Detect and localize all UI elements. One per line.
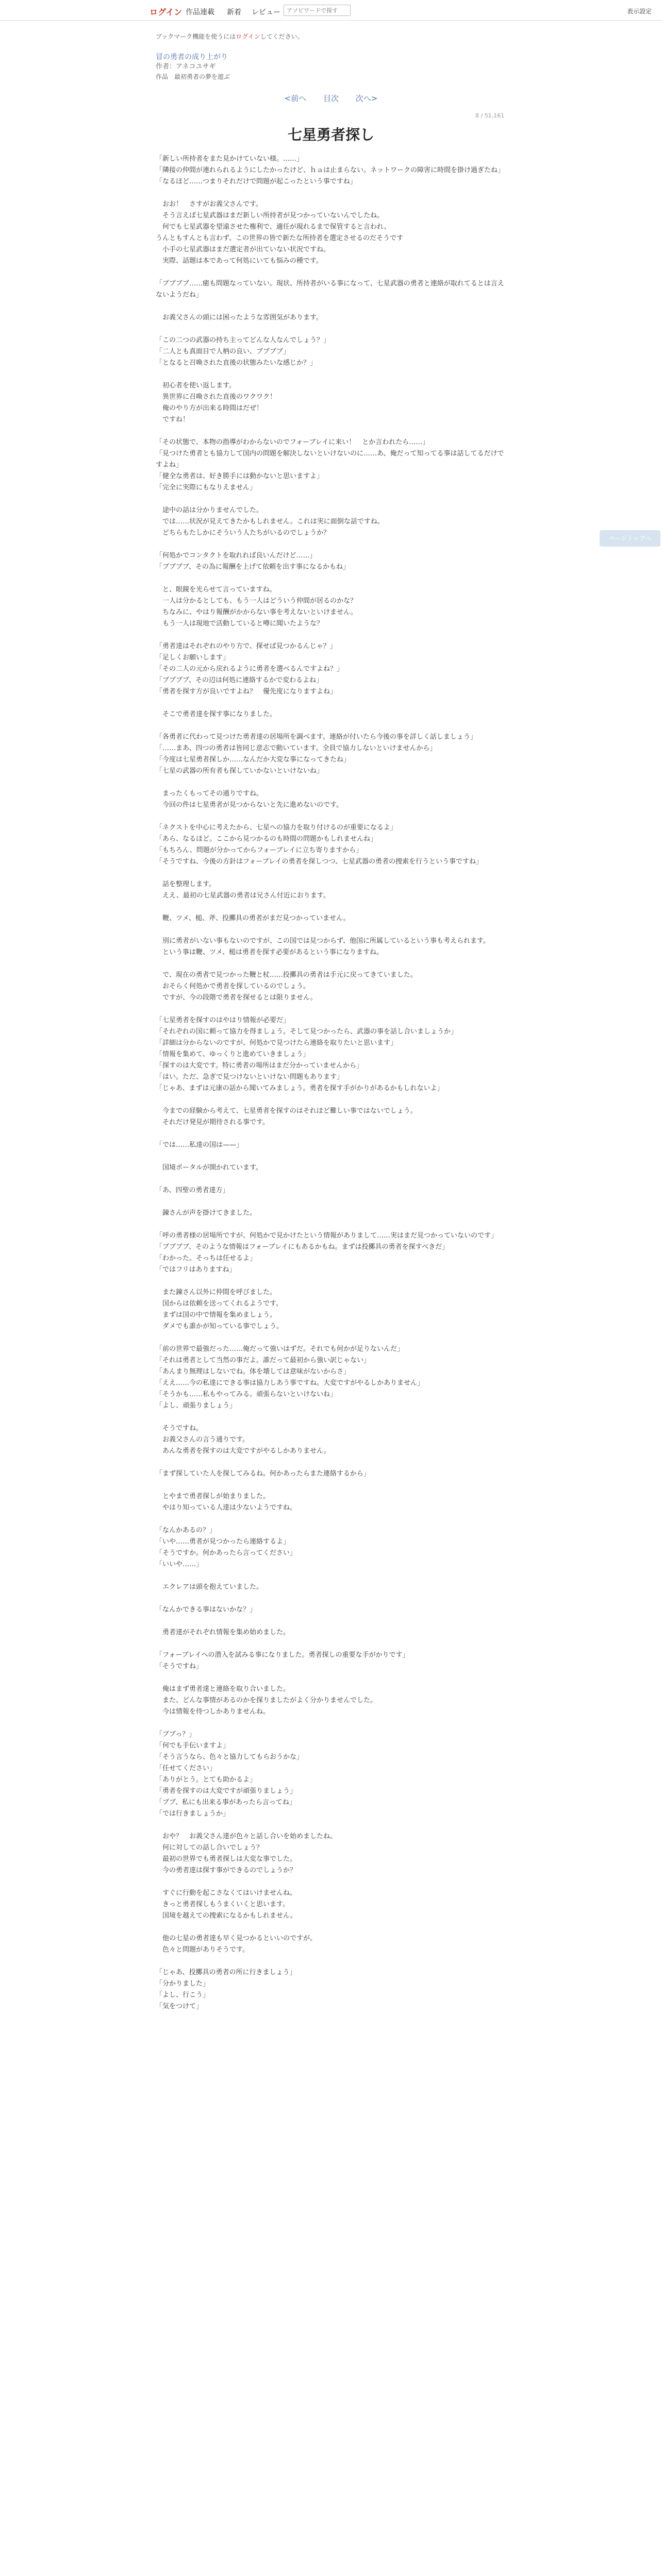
story-paragraph: 「ブブブブ、その為に報酬を上げて依頼を出す事になるかもね」: [156, 563, 350, 571]
paragraph-gap: [156, 1128, 506, 1140]
story-paragraph: 「となると召喚された直後の状態みたいな感じか？」: [156, 359, 317, 367]
story-paragraph: 「ネクストを中心に考えたから、七星への協力を取り付けるのが重要になるよ」: [156, 824, 397, 832]
paragraph-gap: [156, 1593, 506, 1604]
story-paragraph: 国境ポータルが開かれています。: [156, 1164, 262, 1172]
chapter-title: 七星勇者探し: [287, 126, 374, 143]
paragraph-gap: [156, 1457, 506, 1468]
story-paragraph: エクレアは頭を抱えていました。: [156, 1583, 263, 1591]
story-paragraph: きっと勇者探しもうまくいくと思います。: [156, 1901, 289, 1908]
paragraph-gap: [156, 1718, 506, 1729]
paragraph-gap: [156, 1570, 506, 1582]
story-paragraph: 「各勇者に代わって見つけた勇者達の居場所を調べます。連絡が付いたら今後の事を詳しく話しましょう」: [156, 733, 477, 741]
story-paragraph: 国境を越えての捜索になるかもしれません。: [156, 1912, 297, 1920]
series-title-link[interactable]: 冒の勇者の成り上がり: [156, 53, 228, 61]
story-paragraph: まずは国の中で情報を集めましょう。: [156, 1311, 277, 1319]
story-paragraph: と、眼鏡を光らせて言っていますね。: [156, 586, 276, 594]
paragraph-gap: [156, 1922, 506, 1933]
paragraph-gap: [156, 573, 506, 584]
story-paragraph: 「ブブっ？」: [156, 1731, 196, 1738]
story-paragraph: 「完全に実際にもなりえません」: [156, 484, 257, 492]
story-paragraph: すぐに行動を起こさなくてはいけませんね。: [156, 1889, 297, 1897]
story-paragraph: やはり知っている人達は少ないようですね。: [156, 1504, 297, 1512]
story-paragraph: 「そうかも……私もやってみる。頑張らないといけないね」: [156, 1391, 337, 1398]
paragraph-gap: [156, 958, 506, 970]
paragraph-gap: [156, 301, 506, 312]
story-paragraph: 勇者達がそれぞれ情報を集め始めました。: [156, 1629, 290, 1636]
story-paragraph: 「もちろん、問題が分かってからフォーブレイに立ち寄りますから」: [156, 846, 363, 854]
notice-login-link[interactable]: ログイン: [236, 33, 260, 40]
story-paragraph: 「詳細は分からないのですが、何処かで見つけたら連絡を取りたいと思います」: [156, 1039, 398, 1047]
story-paragraph: 「……まあ、四つの勇者は皆同じ意志で動いています。全員で協力しないといけませんから」: [156, 744, 437, 752]
story-paragraph: 「何処かでコンタクトを取れれば良いんだけど……」: [156, 552, 317, 560]
paragraph-gap: [156, 777, 506, 788]
story-paragraph: 「健全な勇者は、好き勝手には動かないと思いますよ」: [156, 472, 324, 480]
paragraph-gap: [156, 1004, 506, 1015]
story-paragraph: ですが、今の段階で勇者を探せるとは限りません。: [156, 994, 317, 1002]
story-paragraph: 「その状態で、本物の指導がわからないのでフォーブレイに来い！ とか言われたら……」: [156, 438, 429, 446]
paragraph-gap: [156, 1196, 506, 1208]
login-link[interactable]: ログイン: [150, 7, 183, 17]
next-chapter-link[interactable]: 次へ>: [355, 94, 378, 103]
paragraph-gap: [156, 868, 506, 879]
story-paragraph: ダメでも誰かが知っている事でしょう。: [156, 1323, 284, 1330]
story-paragraph: という事は鞭、ツメ、槌は勇者を探す必要があるという事になりますね。: [156, 948, 383, 956]
story-paragraph: おそらく何処かで勇者を探しているのでしょう。: [156, 982, 310, 990]
story-paragraph: 「新しい所持者をまた見かけていない様。……」: [156, 155, 304, 163]
bookmark-notice: [156, 32, 304, 41]
story-paragraph: また、どんな事情があるのかを探りましたがよく分かりませんでした。: [156, 1697, 377, 1704]
paragraph-gap: [156, 1412, 506, 1423]
story-paragraph: 「見つけた勇者とも協力して国内の問題を解決しないといけないのに……あ、俺だって知ってる事は話してるだけですよね」: [156, 450, 504, 469]
story-paragraph: 「分かりました」: [156, 1980, 210, 1988]
story-paragraph: 「足しくお願いします」: [156, 654, 230, 662]
paragraph-gap: [156, 1332, 506, 1344]
toc-link[interactable]: 目次: [323, 94, 339, 103]
story-paragraph: 「いや……勇者が見つかったら連絡するよ」: [156, 1538, 290, 1546]
paragraph-gap: [156, 267, 506, 278]
paragraph-gap: [156, 902, 506, 913]
paragraph-gap: [156, 1219, 506, 1230]
story-paragraph: 「では行きましょうか」: [156, 1810, 230, 1818]
story-paragraph: 「ええ……今の私達にできる事は協力しあう事ですね。大変ですがやるしかありません」: [156, 1379, 424, 1387]
story-paragraph: ですね！: [156, 416, 190, 423]
story-paragraph: あんな勇者を探すのは大変ですがやるしかありません。: [156, 1447, 330, 1455]
story-paragraph: 小手の七星武器はまだ選定者が出ていない状況ですね。: [156, 246, 330, 253]
author-label: 作者：アネコユサギ: [156, 63, 216, 71]
story-paragraph: では……状況が見えてきたかもしれません。これは実に面倒な話ですね。: [156, 518, 384, 526]
paragraph-gap: [156, 924, 506, 936]
story-paragraph: どちらもたしかにそういう人たちがいるのでしょうか？: [156, 529, 330, 537]
story-paragraph: 色々と問題がありそうです。: [156, 1946, 249, 1954]
paragraph-gap: [156, 188, 506, 199]
story-paragraph: 「なるほど……つまりそれだけで問題が起こったという事ですね」: [156, 178, 357, 185]
story-paragraph: 「勇者達はそれぞれのやり方で、探せば見つかるんじゃ？」: [156, 642, 337, 650]
paragraph-gap: [156, 1094, 506, 1106]
paragraph-gap: [156, 1672, 506, 1684]
story-paragraph: おや？ お義父さん達が色々と話し合いを始めましたね。: [156, 1833, 337, 1840]
paragraph-gap: [156, 1276, 506, 1287]
story-paragraph: 「はい。ただ、急ぎで見つけないといけない問題もあります」: [156, 1073, 344, 1081]
story-paragraph: 途中の話は分かりませんでした。: [156, 506, 263, 514]
story-paragraph: 「ブブブブ……癒も問題なっていない。現状、所持者がいる事になって、七星武器の勇者と連絡が取れてるとは言えないようだね」: [156, 280, 504, 299]
story-paragraph: 「任せてください」: [156, 1765, 217, 1772]
chapter-breadcrumb: 作品 最初勇者の夢を遊ぶ: [156, 73, 230, 80]
story-paragraph: 「呼の勇者様の居場所ですが、何処かで見かけたという情報がありまして……実はまだ見つかっていないのです」: [156, 1232, 498, 1240]
search-input[interactable]: [284, 5, 351, 16]
story-paragraph: 最初の世界でも勇者探しは大変な事でした。: [156, 1855, 297, 1863]
paragraph-gap: [156, 324, 506, 335]
story-paragraph: 「情報を集めて、ゆっくりと進めていきましょう」: [156, 1050, 310, 1058]
story-paragraph: 「それは勇者として当然の事だよ。誰だって最初から強い訳じゃない」: [156, 1357, 371, 1364]
paragraph-gap: [156, 1876, 506, 1888]
story-paragraph: 今は情報を待つしかありませんね。: [156, 1708, 270, 1716]
story-paragraph: で、現在の勇者で見つかった鞭と杖……投擲具の勇者は手元に戻ってきていました。: [156, 971, 417, 979]
scroll-button[interactable]: ページトップへ: [600, 530, 660, 547]
story-paragraph: 一人は分かるとしても、もう一人はどういう仲間が居るのかな？: [156, 597, 357, 605]
story-paragraph: とやまで勇者探しが始まりました。: [156, 1493, 270, 1500]
story-paragraph: 「勇者を探す方が良いですよね？ 優先度になりますよね」: [156, 688, 337, 696]
story-paragraph: ええ、最初の七星武器の勇者は兄さん付近におります。: [156, 892, 330, 900]
story-paragraph: お義父さんの頭には困ったような雰囲気があります。: [156, 314, 323, 321]
nav-link-works[interactable]: 作品連載: [186, 8, 214, 16]
story-paragraph: 鞭、ツメ、槌、斧、投擲具の勇者がまだ見つかっていません。: [156, 914, 350, 922]
story-paragraph: 「七星の武器の所有者も探していかないといけないね」: [156, 767, 324, 775]
paragraph-gap: [156, 1956, 506, 1967]
story-paragraph: 「あんまり無理はしないでね。体を壊しては意味がないからさ」: [156, 1368, 351, 1376]
story-paragraph: 「ブブ、私にも出来る事があったら言ってね」: [156, 1799, 296, 1806]
paragraph-gap: [156, 426, 506, 437]
paragraph-gap: [156, 720, 506, 732]
paragraph-gap: [156, 1514, 506, 1525]
story-paragraph: そこで勇者達を探す事になりました。: [156, 710, 277, 718]
story-paragraph: 他の七星の勇者達も早く見つかるといいのですが。: [156, 1935, 317, 1942]
story-paragraph: 「七星勇者を探すのはやはり情報が必要だ」: [156, 1016, 290, 1024]
story-paragraph: 「前の世界で最強だった……俺だって強いはずだ。それでも何かが足りないんだ」: [156, 1345, 404, 1353]
story-paragraph: 「探すのは大変です。特に勇者の場所はまだ分かっていませんから」: [156, 1062, 363, 1070]
story-paragraph: 「よし、行こう」: [156, 1991, 210, 1999]
nav-link-new[interactable]: 新着: [227, 8, 241, 16]
story-paragraph: 異世界に召喚された直後のワクワク！: [156, 393, 277, 401]
story-paragraph: 錬さんが声を掛けてきました。: [156, 1209, 257, 1217]
story-paragraph: 何に対しての話し合いでしょう？: [156, 1844, 263, 1852]
paragraph-gap: [156, 811, 506, 822]
story-paragraph: 「その二人の元から戻れるように勇者を選べるんですよね？」: [156, 665, 344, 673]
story-paragraph: 「あ、四聖の勇者達方」: [156, 1187, 229, 1194]
story-paragraph: 「気をつけて」: [156, 2003, 203, 2010]
story-paragraph: 「なんかあるの？」: [156, 1527, 217, 1534]
story-paragraph: 何でも七星武器を望遠させた権利で、適任が現れるまで保管すると言われ、: [156, 223, 391, 231]
story-paragraph: 「そうですね」: [156, 1663, 203, 1670]
story-paragraph: おお！ さすがお義父さんです。: [156, 200, 262, 208]
paragraph-gap: [156, 630, 506, 641]
story-paragraph: 「隣接の仲間が連れられるようにしたかったけど、ｈａは止まらない。ネットワークの障害に時間を掛け過ぎたね」: [156, 166, 505, 174]
story-paragraph: そうですね。: [156, 1425, 203, 1432]
story-paragraph: 「じゃあ、投擲具の勇者の所に行きましょう」: [156, 1969, 296, 1976]
top-bar: [0, 0, 662, 21]
story-paragraph: もう一人は現地で活動していると噂に聞いたような？: [156, 620, 324, 628]
story-paragraph: 「いいや……」: [156, 1561, 203, 1568]
story-paragraph: 「何でも手伝いますよ」: [156, 1742, 230, 1750]
story-paragraph: 「よし、頑張りましょう」: [156, 1402, 237, 1410]
story-paragraph: 「ブブブブ、そのような情報はフォーブレイにもあるかもね。まずは投擲具の勇者を探すべきだ」: [156, 1243, 449, 1251]
story-paragraph: 「ありがとう。とても助かるよ」: [156, 1776, 257, 1784]
story-paragraph: 「フォーブレイへの潜入を試みる事になりました。勇者探しの重要な手がかりです」: [156, 1651, 409, 1659]
story-paragraph: 「それぞれの国に頼って協力を得ましょう。そして見つかったら、武器の事を話し合いましょうか」: [156, 1028, 458, 1036]
chapter-pager: [156, 93, 506, 104]
story-paragraph: 「ではフリはありますね」: [156, 1266, 236, 1274]
story-paragraph: そう言えば七星武器はまだ新しい所持者が見つかっていないんでしたね。: [156, 212, 384, 219]
paragraph-gap: [156, 1638, 506, 1650]
nav-link-review[interactable]: レビュー: [252, 8, 280, 16]
story-paragraph: ちなみに、やはり報酬がかからない事を考えないといけません。: [156, 608, 357, 616]
paragraph-gap: [156, 1151, 506, 1162]
story-paragraph: 別に勇者がいない事もないのですが、この国では見つからず、他国に所属しているという事も考えられます。: [156, 937, 490, 945]
story-paragraph: 「二人とも真面目で人柄の良い、ブブブブ」: [156, 348, 290, 355]
story-paragraph: 実際、話題は本であって何処にいても悩みの種です。: [156, 257, 323, 265]
paragraph-gap: [156, 539, 506, 550]
story-paragraph: 俺のやり方が出来る時間はだぜ！: [156, 404, 263, 412]
paragraph-gap: [156, 369, 506, 380]
story-paragraph: まったくもってその通りですね。: [156, 790, 263, 798]
story-paragraph: 今までの経験から考えて、七星勇者を探すのはそれほど難しい事ではないでしょう。: [156, 1107, 417, 1115]
paragraph-gap: [156, 1616, 506, 1627]
story-paragraph: 今回の件は七星勇者が見つからないと先に進めないのです。: [156, 801, 343, 809]
story-paragraph: 「勇者を探すのは大変ですが頑張りましょう」: [156, 1787, 297, 1795]
story-paragraph: 「今度は七星勇者探しか……なんだか大変な事になってきたね」: [156, 756, 351, 764]
paragraph-gap: [156, 698, 506, 709]
paragraph-gap: [156, 1480, 506, 1491]
story-paragraph: 俺はまず勇者達と連絡を取り合いました。: [156, 1685, 290, 1693]
story-paragraph: うんともすんとも言わず、この世界の皆で新たな所持者を選定させるのだそうです: [156, 234, 403, 242]
story-paragraph: お義父さんの言う通りです。: [156, 1436, 249, 1444]
story-paragraph: 話を整理します。: [156, 880, 216, 888]
page-counter: 8 / 51,161: [475, 112, 505, 119]
story-paragraph: 「では……私達の国は——」: [156, 1141, 243, 1149]
story-paragraph: それだけ発見が期待される事です。: [156, 1118, 269, 1126]
story-paragraph: 「そうですか。何かあったら言ってください」: [156, 1549, 296, 1557]
story-paragraph: 今の勇者達は探す事ができるのでしょうか？: [156, 1867, 297, 1874]
story-paragraph: 「まず探していた人を探してみるね。何かあったらまた連絡するから」: [156, 1470, 370, 1478]
prev-chapter-link[interactable]: <前へ: [284, 94, 307, 103]
story-paragraph: 国からは依頼を送ってくれるようです。: [156, 1300, 283, 1308]
story-paragraph: 「わかった。そっちは任せるよ」: [156, 1255, 257, 1262]
story-paragraph: 「あら、なるほど。ここから見つかるのも時間の問題かもしれませんね」: [156, 835, 377, 843]
paragraph-gap: [156, 494, 506, 505]
notice-prefix: ブックマーク機能を使うには: [156, 33, 236, 40]
story-paragraph: 「じゃあ、まずは元康の話から聞いてみましょう。勇者を探す手がかりがあるかもしれないよ」: [156, 1084, 444, 1092]
paragraph-gap: [156, 1820, 506, 1831]
story-paragraph: また錬さん以外に仲間を呼びました。: [156, 1289, 277, 1296]
notice-suffix: してください。: [260, 33, 304, 40]
story-paragraph: 「ブブブブ、その辺は何処に連絡するかで変わるよね」: [156, 676, 323, 684]
story-paragraph: 「なんかできる事はないかな？」: [156, 1606, 257, 1614]
story-body: [156, 154, 506, 2012]
story-paragraph: 「この二つの武器の持ち主ってどんな人なんでしょう？」: [156, 336, 330, 344]
story-paragraph: 初心者を使い返します。: [156, 382, 236, 389]
story-paragraph: 「そう言うなら、色々と協力してもらおうかな」: [156, 1753, 304, 1761]
story-paragraph: 「そうですね、今後の方針はフォーブレイの勇者を探しつつ、七星武器の勇者の捜索を行うという事ですね」: [156, 858, 483, 866]
paragraph-gap: [156, 1174, 506, 1185]
display-settings-link[interactable]: 表示設定: [627, 8, 652, 15]
